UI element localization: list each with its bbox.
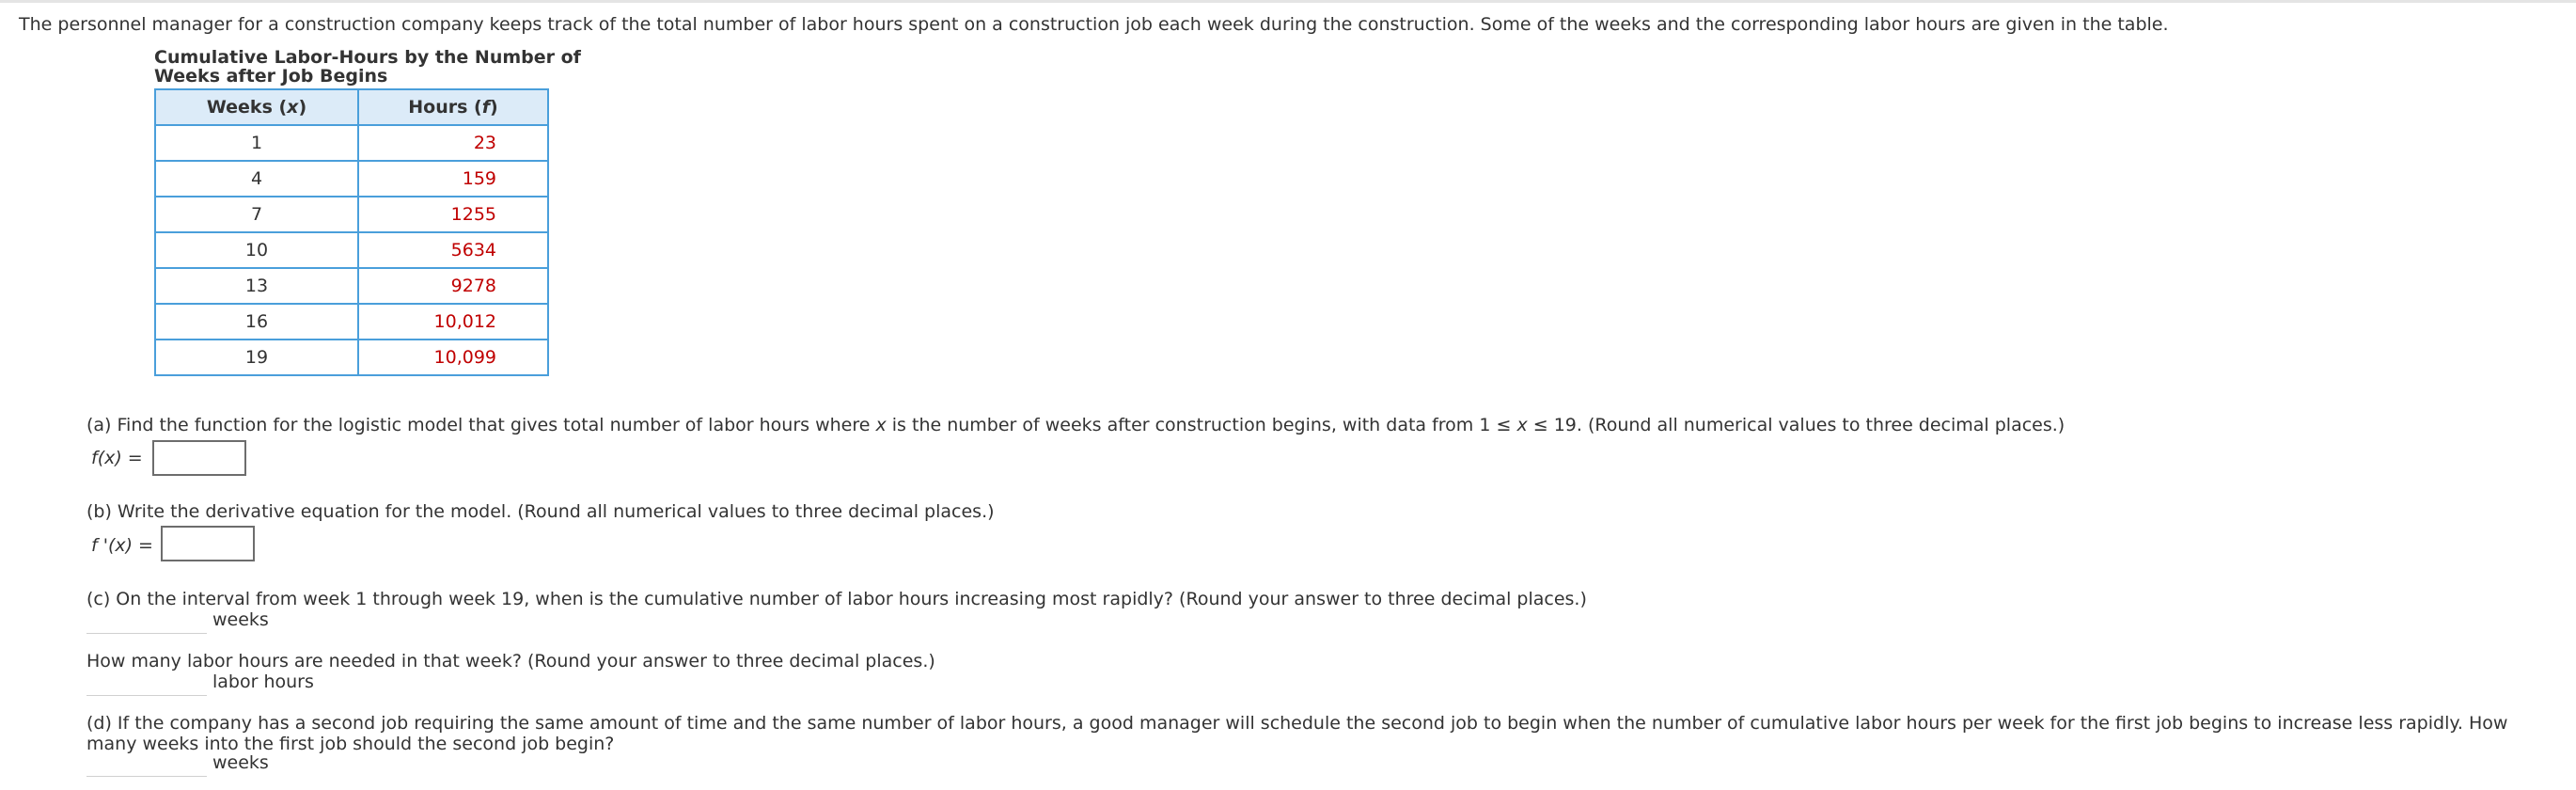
answer-b-input[interactable] [161,526,255,561]
table-row [155,268,548,304]
week-cell: 16 [155,304,358,340]
hours-cell: 5634 [358,232,548,268]
answer-c-unit: weeks [212,609,269,630]
header-weeks: Weeks (x) [155,89,358,125]
answer-c2-unit: labor hours [212,672,314,692]
hours-cell: 23 [358,125,548,161]
question-d-text: (d) If the company has a second job requiring the same amount of time and the same number of labor hours, a good manager will schedule the second job to begin when the number of cumulative labor hours per week for the first job begins to increase less rapidly. How many weeks into the first job should the second job begin? [86,713,2508,754]
question-b-text: (b) Write the derivative equation for the model. (Round all numerical values to three decimal places.) [86,501,995,522]
answer-c2-input[interactable] [86,694,207,696]
header-hours: Hours (f) [358,89,548,125]
table-row [155,340,548,375]
week-cell: 4 [155,161,358,197]
table-row [155,125,548,161]
question-a-text: (a) Find the function for the logistic model that gives total number of labor hours where x is the number of weeks after construction begins, with data from 1 ≤ x ≤ 19. (Round all numerical values to three decimal places.) [86,415,2066,435]
question-c2-text: How many labor hours are needed in that week? (Round your answer to three decimal places.) [86,651,935,672]
table-row [155,197,548,232]
week-cell: 7 [155,197,358,232]
answer-a-input[interactable] [152,440,246,476]
week-cell: 19 [155,340,358,375]
intro-text: The personnel manager for a construction company keeps track of the total number of labor hours spent on a construction job each week during the construction. Some of the weeks and the corresponding labor hours are given in the table. [19,14,2169,35]
week-cell: 10 [155,232,358,268]
answer-c-input[interactable] [86,632,207,634]
table-caption: Cumulative Labor-Hours by the Number of Weeks after Job Begins [154,47,581,87]
week-cell: 13 [155,268,358,304]
table-row [155,161,548,197]
table-row [155,304,548,340]
answer-d-unit: weeks [212,752,269,773]
hours-cell: 9278 [358,268,548,304]
table-row [155,232,548,268]
hours-cell: 10,099 [358,340,548,375]
table-header-row [155,89,548,125]
hours-cell: 159 [358,161,548,197]
hours-cell: 1255 [358,197,548,232]
labor-hours-table [154,88,549,376]
answer-b-label: f '(x) = [91,535,153,556]
hours-cell: 10,012 [358,304,548,340]
question-c-text: (c) On the interval from week 1 through week 19, when is the cumulative number of labor hours increasing most rapidly? (Round your answer to three decimal places.) [86,589,1587,609]
answer-d-input[interactable] [86,775,207,777]
answer-a-label: f(x) = [91,448,143,468]
week-cell: 1 [155,125,358,161]
